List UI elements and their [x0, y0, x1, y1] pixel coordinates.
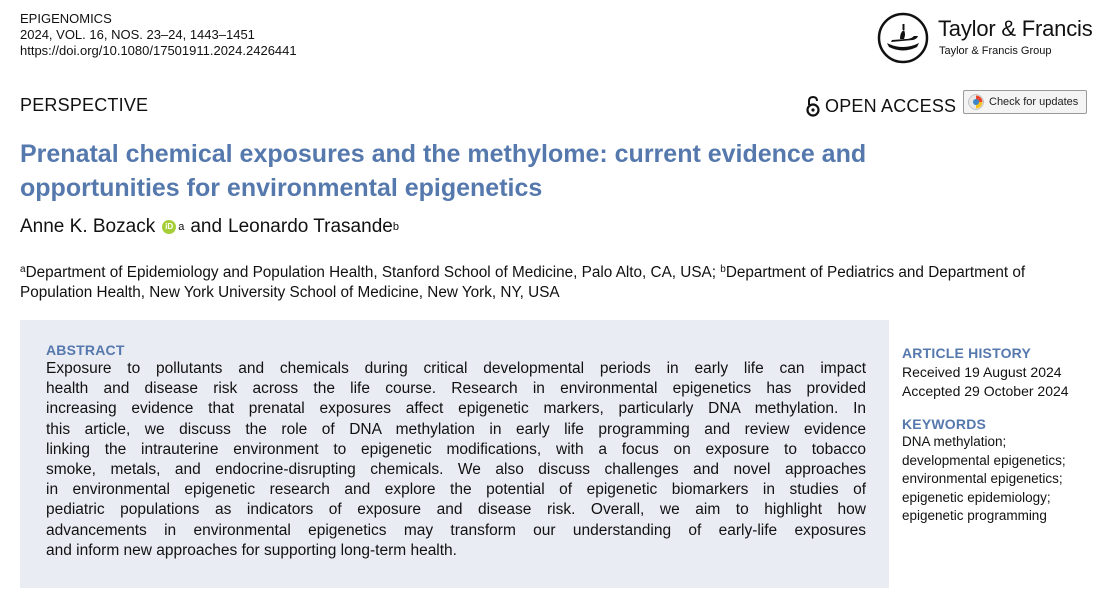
abstract-line: Exposure to pollutants and chemicals during critical developmental periods in early life can impact — [46, 360, 866, 377]
keyword-item[interactable]: epigenetic epidemiology; — [902, 489, 1051, 505]
article-history-heading: ARTICLE HISTORY — [902, 345, 1032, 361]
author-conjunction: and — [190, 216, 223, 237]
article-history — [902, 345, 1097, 401]
author-affil-mark: a — [178, 221, 185, 233]
affil-mark: a — [20, 264, 26, 275]
abstract-line: advancements in environmental epigenetics may transform our understanding of early-life exposures — [46, 521, 866, 539]
abstract-line: smoke, metals, and endocrine-disrupting chemicals. We also discuss challenges and novel approaches — [46, 461, 866, 479]
abstract-heading: ABSTRACT — [46, 342, 125, 358]
article-type: PERSPECTIVE — [20, 95, 149, 115]
received-date: Received 19 August 2024 — [902, 364, 1062, 380]
open-access-badge — [806, 94, 956, 118]
abstract-text — [46, 359, 866, 561]
journal-info — [20, 11, 297, 59]
abstract-line: and inform new approaches for supporting long-term health. — [46, 541, 457, 559]
open-access-label: OPEN ACCESS — [825, 95, 957, 116]
keyword-item[interactable]: environmental epigenetics; — [902, 471, 1063, 486]
journal-name: EPIGENOMICS — [20, 11, 112, 26]
abstract-line: this article, we discuss the role of DNA methylation in early life programming and review evidence — [46, 420, 866, 438]
article-title — [20, 137, 1080, 205]
affiliations — [20, 260, 1095, 303]
affiliation-a: Department of Epidemiology and Population Health, Stanford School of Medicine, Palo Alto, CA, USA; — [25, 264, 721, 281]
title-line: opportunities for environmental epigenetics — [20, 174, 543, 202]
author-name[interactable]: Anne K. Bozack — [20, 216, 156, 237]
author-name[interactable]: Leonardo Trasande — [228, 216, 393, 237]
abstract-line: linking the intrauterine environment to epigenetic modifications, with a focus on exposure to tobacco — [46, 440, 866, 458]
title-line: Prenatal chemical exposures and the methylome: current evidence and — [20, 140, 867, 168]
doi-link[interactable]: https://doi.org/10.1080/17501911.2024.2426441 — [20, 43, 297, 58]
journal-citation: 2024, VOL. 16, NOS. 23–24, 1443–1451 — [20, 27, 255, 42]
check-updates-label: Check for updates — [989, 96, 1079, 108]
publisher-logo — [876, 12, 1092, 64]
author-affil-mark: b — [392, 221, 399, 233]
publisher-name: Taylor & Francis — [938, 16, 1093, 41]
abstract-line: increasing evidence that prenatal exposures affect epigenetic markers, particularly DNA methylation. In — [46, 400, 866, 418]
orcid-icon[interactable]: iD — [162, 220, 176, 234]
check-updates-icon — [968, 94, 984, 110]
keywords-heading: KEYWORDS — [902, 416, 987, 432]
accepted-date: Accepted 29 October 2024 — [902, 383, 1069, 399]
abstract-line: in environmental epigenetic research and explore the potential of epigenetic biomarkers in studies of — [46, 481, 866, 499]
author-list — [20, 216, 399, 238]
affil-mark: b — [720, 264, 726, 275]
keyword-item[interactable]: epigenetic programming — [902, 508, 1047, 523]
open-lock-icon — [806, 95, 820, 117]
publisher-lamp-icon — [876, 12, 930, 64]
publisher-group: Taylor & Francis Group — [939, 45, 1052, 57]
check-updates-button[interactable] — [963, 90, 1087, 114]
keyword-item[interactable]: developmental epigenetics; — [902, 452, 1066, 468]
affiliation-b: Department of Pediatrics and Department of Population Health, New York University School of Medicine, New York, NY, USA — [20, 264, 1026, 301]
keyword-item[interactable]: DNA methylation; — [902, 434, 1007, 449]
abstract-line: health and disease risk across the life course. Research in environmental epigenetics has provided — [46, 380, 866, 398]
abstract-line: pediatric populations as indicators of exposure and disease risk. Overall, we aim to highlight how — [46, 501, 866, 519]
keywords-section — [902, 416, 1097, 526]
